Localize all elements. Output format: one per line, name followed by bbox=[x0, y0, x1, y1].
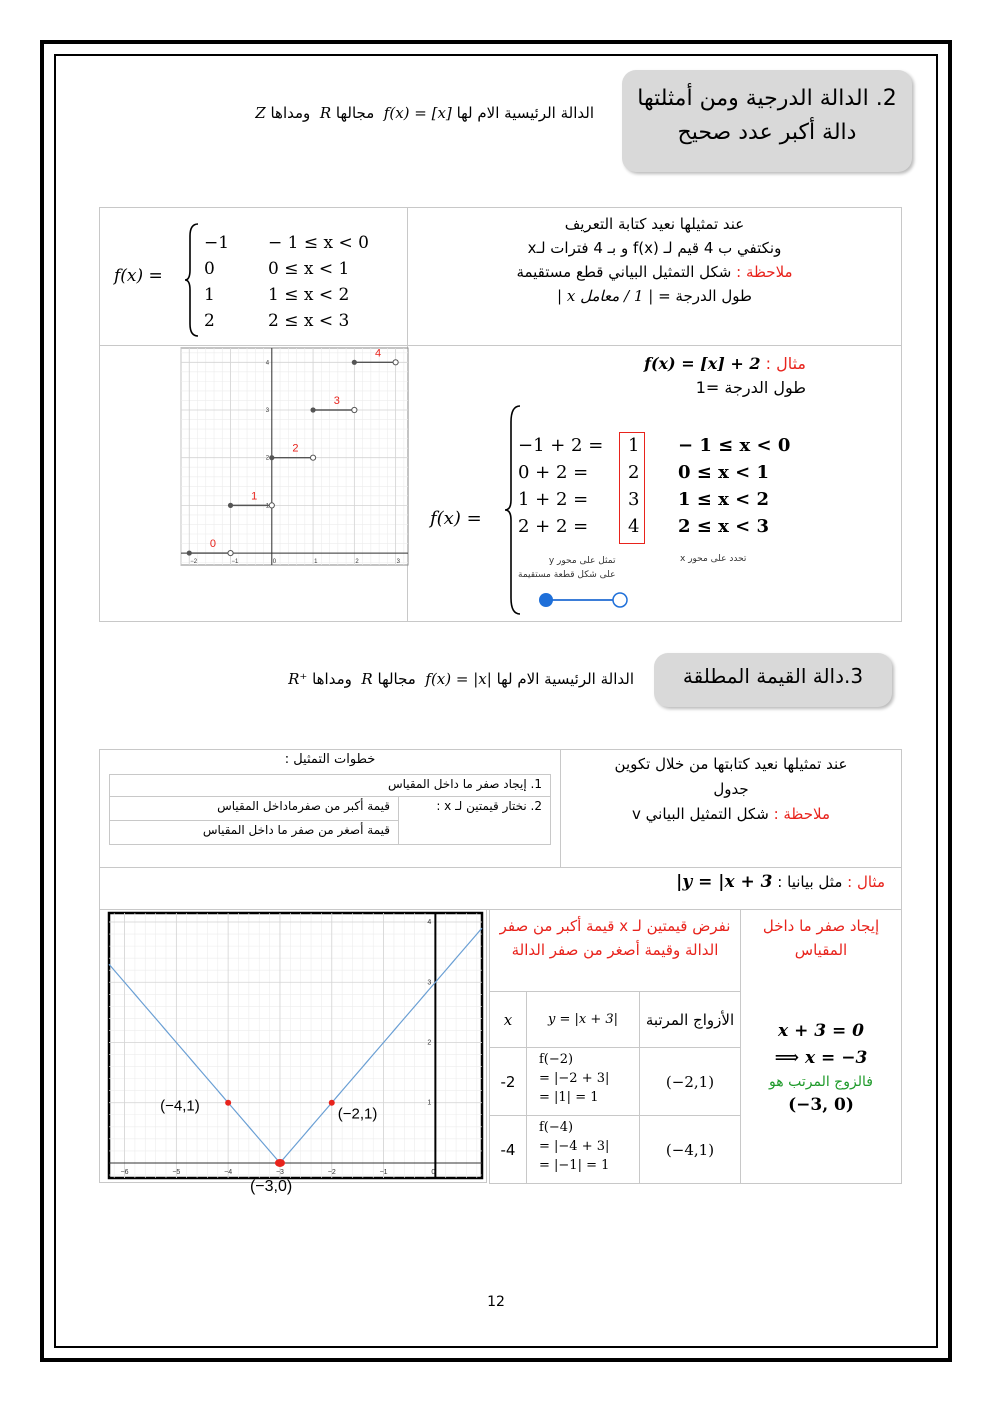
x-tick-label: 2 bbox=[355, 559, 359, 566]
step2-option-b: قيمة أصغر من صفر ما داخل المقياس bbox=[110, 821, 399, 845]
x-tick-label: 1 bbox=[314, 559, 318, 566]
step2-label: 2. نختار قيمتين لـ x : bbox=[399, 797, 551, 845]
graph-frame bbox=[109, 913, 482, 1178]
step-graph-cell bbox=[100, 346, 408, 622]
step-open-point bbox=[393, 360, 398, 365]
section2-domain-word: مجالها bbox=[335, 104, 375, 122]
section3-table bbox=[99, 749, 902, 910]
row-x: -2 bbox=[490, 1048, 527, 1116]
section3-header bbox=[288, 670, 634, 688]
abs-intro-cell bbox=[561, 750, 902, 868]
caption-y2: على شكل قطعة مستقيمة bbox=[518, 570, 616, 580]
section3-domain-symbol: R bbox=[361, 670, 373, 688]
example-lhs: f(x) = bbox=[430, 508, 482, 529]
abs-graph bbox=[109, 913, 482, 1195]
step-label: 2 bbox=[292, 442, 299, 455]
row-x: -4 bbox=[490, 1116, 527, 1184]
y-tick-label: 4 bbox=[265, 360, 270, 367]
example-row: 2 + 2 = 4 2 ≤ x < 3 bbox=[518, 516, 770, 537]
piecewise-brace bbox=[184, 222, 200, 338]
piecewise-row: −1 − 1 ≤ x < 0 bbox=[204, 233, 369, 253]
step2-option-a: قيمة أكبر من صفرماداخل المقياس bbox=[110, 797, 399, 821]
assume-title: نفرض قيمتين لـ x قيمة أكبر من صفر الدالة وقيمة أصغر من صفر الدالة bbox=[490, 910, 741, 992]
row-calc: f(−4) = |−4 + 3| = |−1| = 1 bbox=[527, 1116, 640, 1184]
steps-cell bbox=[100, 750, 561, 868]
abs-graph-frame bbox=[99, 909, 487, 1195]
example-cell bbox=[408, 346, 902, 622]
step-open-point bbox=[228, 550, 233, 555]
example-step-length: طول الدرجة =1 bbox=[695, 378, 806, 397]
section3-title: 3.دالة القيمة المطلقة bbox=[682, 664, 864, 688]
y-tick-label: 2 bbox=[427, 1039, 432, 1047]
section3-range-symbol: R⁺ bbox=[288, 670, 308, 688]
segment-illustration bbox=[536, 590, 632, 610]
def-note: ملاحظة : شكل التمثيل البياني قطع مستقيمة bbox=[516, 263, 793, 281]
steps-title: خطوات التمثيل : bbox=[284, 752, 376, 767]
y-tick-label: 3 bbox=[427, 979, 432, 987]
abs-work-table bbox=[489, 909, 902, 1184]
find-zero-title: إيجاد صفر ما داخل المقياس bbox=[762, 917, 880, 959]
x-tick-label: −5 bbox=[172, 1168, 181, 1176]
abs-note: ملاحظة : شكل التمثيل البياني v bbox=[631, 805, 830, 823]
x-tick-label: 0 bbox=[431, 1168, 436, 1176]
def-intro2: ونكتفي ب 4 قيم لـ f(x) و بـ 4 فترات لـx bbox=[527, 239, 782, 257]
y-tick-label: 1 bbox=[265, 503, 270, 510]
zero-eq2: ⟹ x = −3 bbox=[774, 1048, 868, 1068]
step-label: 3 bbox=[333, 395, 340, 407]
piecewise-row: 2 2 ≤ x < 3 bbox=[204, 311, 350, 331]
section2-header bbox=[255, 104, 594, 122]
col-header-pairs: الأزواج المرتبة bbox=[640, 992, 741, 1048]
x-tick-label: 3 bbox=[396, 559, 400, 566]
point-label: (−2,1) bbox=[337, 1105, 378, 1123]
example-row: −1 + 2 = 1 − 1 ≤ x < 0 bbox=[518, 435, 791, 456]
x-tick-label: −4 bbox=[224, 1168, 233, 1176]
row-calc: f(−2) = |−2 + 3| = |1| = 1 bbox=[527, 1048, 640, 1116]
y-tick-label: 2 bbox=[265, 455, 270, 462]
step-closed-point bbox=[352, 360, 357, 365]
abs-intro1: عند تمثيلها نعيد كتابتها من خلال تكوين bbox=[614, 755, 848, 773]
x-tick-label: −3 bbox=[275, 1168, 284, 1176]
caption-y1: تمثل على محور y bbox=[548, 556, 616, 566]
section2-range-word: ومداها bbox=[270, 104, 311, 122]
x-tick-label: −1 bbox=[231, 559, 239, 566]
result-highlight-box bbox=[619, 432, 645, 544]
point-marker bbox=[225, 1100, 231, 1106]
step-label: 4 bbox=[374, 347, 382, 360]
example-row: 1 + 2 = 3 1 ≤ x < 2 bbox=[518, 489, 770, 510]
caption-x: تحدد على محور x bbox=[680, 554, 747, 564]
section3-range-word: ومداها bbox=[312, 670, 352, 688]
step-label: 1 bbox=[251, 490, 258, 503]
example-row: 0 + 2 = 2 0 ≤ x < 1 bbox=[518, 462, 770, 483]
piecewise-row: 0 0 ≤ x < 1 bbox=[204, 259, 350, 279]
point-marker bbox=[329, 1100, 335, 1106]
step1: 1. إيجاد صفر ما داخل المقياس bbox=[110, 775, 551, 797]
section3-formula: f(x) = |x| bbox=[425, 670, 492, 688]
piecewise-row: 1 1 ≤ x < 2 bbox=[204, 285, 350, 305]
step-closed-point bbox=[269, 455, 274, 460]
piecewise-cell bbox=[100, 208, 408, 346]
step-graph bbox=[181, 348, 408, 565]
step-open-point bbox=[310, 455, 315, 460]
x-tick-label: −1 bbox=[379, 1168, 388, 1176]
section2-header-text: الدالة الرئيسية الام لها bbox=[456, 104, 594, 122]
section2-title-line2: دالة أكبر عدد صحيح bbox=[677, 120, 857, 145]
x-tick-label: −2 bbox=[327, 1168, 336, 1176]
point-label: (−3,0) bbox=[249, 1177, 293, 1195]
x-tick-label: 0 bbox=[272, 559, 277, 566]
point-marker bbox=[275, 1159, 285, 1167]
step-open-point bbox=[352, 407, 357, 412]
zero-eq1: x + 3 = 0 bbox=[778, 1021, 864, 1041]
section3-domain-word: مجالها bbox=[377, 670, 416, 688]
abs-intro2: جدول bbox=[713, 780, 749, 798]
step-closed-point bbox=[228, 503, 233, 508]
def-step-length: طول الدرجة = | 1 / معامل x | bbox=[557, 287, 752, 305]
point-label: (−4,1) bbox=[160, 1097, 200, 1115]
steps-table bbox=[109, 774, 551, 845]
step-label: 0 bbox=[209, 538, 217, 551]
y-tick-label: 1 bbox=[427, 1099, 432, 1107]
definition-cell bbox=[408, 208, 902, 346]
col-header-y: y = |x + 3| bbox=[527, 992, 640, 1048]
find-zero-cell bbox=[741, 910, 902, 1184]
x-tick-label: −2 bbox=[190, 559, 198, 566]
def-intro1: عند تمثيلها نعيد كتابة التعريف bbox=[564, 215, 745, 233]
section2-table bbox=[99, 207, 902, 622]
y-tick-label: 4 bbox=[427, 919, 432, 927]
section2-formula: f(x) = [x] bbox=[383, 104, 452, 122]
section2-domain-symbol: R bbox=[319, 104, 332, 122]
page-number: 12 bbox=[487, 1294, 505, 1310]
section2-title-line1: 2. الدالة الدرجية ومن أمثلتها bbox=[637, 86, 897, 111]
y-tick-label: 3 bbox=[265, 408, 270, 414]
graph-frame bbox=[181, 348, 408, 565]
section2-range-symbol: Z bbox=[255, 104, 266, 122]
row-pair: (−4,1) bbox=[640, 1116, 741, 1184]
row-pair: (−2,1) bbox=[640, 1048, 741, 1116]
zero-pair-text: فالزوج المرتب هو bbox=[769, 1074, 873, 1090]
section2-title-box bbox=[622, 70, 912, 172]
section3-header-text: الدالة الرئيسية الام لها bbox=[496, 670, 634, 688]
example-title: مثال : f(x) = [x] + 2 bbox=[644, 354, 806, 373]
zero-pair: (−3, 0) bbox=[788, 1095, 854, 1115]
step-open-point bbox=[269, 503, 274, 508]
x-tick-label: −6 bbox=[120, 1168, 129, 1176]
abs-example-row: مثال : مثل بيانيا : y = |x + 3| bbox=[100, 868, 902, 910]
section3-title-box bbox=[654, 653, 892, 707]
piecewise-lhs: f(x) = bbox=[114, 266, 163, 286]
col-header-x: x bbox=[490, 992, 527, 1048]
step-closed-point bbox=[310, 407, 315, 412]
step-closed-point bbox=[187, 550, 192, 555]
